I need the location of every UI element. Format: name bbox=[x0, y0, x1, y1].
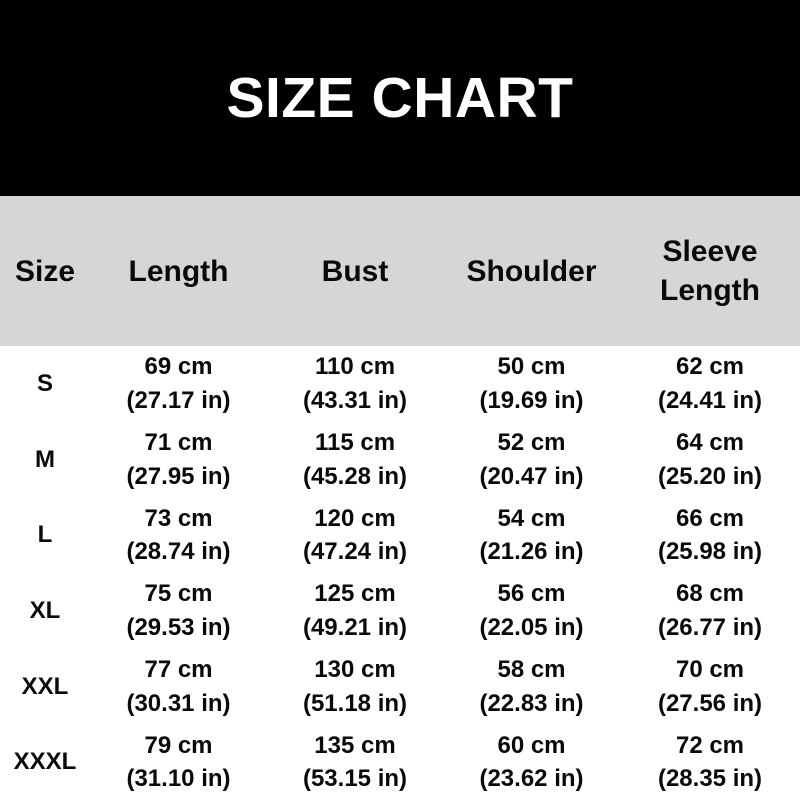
cm-value: 54 cm bbox=[497, 504, 566, 532]
sleeve-length-cell bbox=[620, 426, 800, 493]
in-value: (25.20 in) bbox=[657, 462, 763, 490]
cm-value: 69 cm bbox=[144, 353, 213, 381]
in-value: (30.31 in) bbox=[126, 689, 231, 717]
length-cell bbox=[90, 502, 267, 569]
cm-value: 66 cm bbox=[675, 504, 745, 532]
length-cell bbox=[90, 350, 267, 417]
cm-value: 58 cm bbox=[497, 655, 566, 683]
cm-value: 73 cm bbox=[144, 504, 213, 532]
in-value: (45.28 in) bbox=[302, 462, 408, 490]
sleeve-length-cell bbox=[620, 729, 800, 796]
cm-value: 68 cm bbox=[675, 580, 745, 608]
in-value: (27.95 in) bbox=[126, 462, 231, 490]
column-header-bust: Bust bbox=[321, 254, 389, 288]
cm-value: 77 cm bbox=[144, 655, 213, 683]
sleeve-length-cell bbox=[620, 350, 800, 417]
in-value: (31.10 in) bbox=[126, 765, 231, 793]
shoulder-cell bbox=[443, 502, 620, 569]
cm-value: 135 cm bbox=[314, 731, 396, 759]
column-header-length: Length bbox=[128, 254, 229, 288]
sleeve-length-cell bbox=[620, 577, 800, 644]
in-value: (19.69 in) bbox=[479, 386, 584, 414]
cm-value: 72 cm bbox=[675, 731, 745, 759]
in-value: (22.83 in) bbox=[479, 689, 584, 717]
column-header-shoulder: Shoulder bbox=[466, 254, 597, 288]
cm-value: 71 cm bbox=[144, 428, 213, 456]
bust-cell bbox=[267, 653, 443, 720]
length-cell bbox=[90, 653, 267, 720]
column-header-size: Size bbox=[14, 254, 76, 288]
in-value: (49.21 in) bbox=[302, 613, 408, 641]
size-label: XXL bbox=[21, 672, 69, 700]
length-cell bbox=[90, 426, 267, 493]
cm-value: 70 cm bbox=[675, 655, 745, 683]
in-value: (24.41 in) bbox=[657, 386, 763, 414]
shoulder-cell bbox=[443, 653, 620, 720]
cm-value: 64 cm bbox=[675, 428, 745, 456]
in-value: (27.17 in) bbox=[126, 386, 231, 414]
shoulder-cell bbox=[443, 577, 620, 644]
table-row-m bbox=[0, 422, 800, 498]
in-value: (29.53 in) bbox=[126, 613, 231, 641]
cm-value: 56 cm bbox=[497, 580, 566, 608]
cm-value: 115 cm bbox=[314, 428, 396, 456]
cm-value: 110 cm bbox=[314, 353, 396, 381]
length-cell bbox=[90, 577, 267, 644]
in-value: (43.31 in) bbox=[302, 386, 408, 414]
shoulder-cell bbox=[443, 729, 620, 796]
cm-value: 50 cm bbox=[497, 353, 566, 381]
table-row-xxxl bbox=[0, 724, 800, 800]
table-row-xl bbox=[0, 573, 800, 649]
sleeve-length-cell bbox=[620, 653, 800, 720]
table-body bbox=[0, 346, 800, 800]
in-value: (28.35 in) bbox=[657, 765, 763, 793]
shoulder-cell bbox=[443, 426, 620, 493]
column-header-sleeve-length: Sleeve Length bbox=[660, 235, 760, 307]
in-value: (20.47 in) bbox=[479, 462, 584, 490]
in-value: (27.56 in) bbox=[657, 689, 763, 717]
in-value: (51.18 in) bbox=[302, 689, 408, 717]
cm-value: 79 cm bbox=[144, 731, 213, 759]
cm-value: 125 cm bbox=[314, 580, 396, 608]
sleeve-length-cell bbox=[620, 502, 800, 569]
size-label: XL bbox=[29, 596, 61, 624]
in-value: (23.62 in) bbox=[479, 765, 584, 793]
bust-cell bbox=[267, 426, 443, 493]
length-cell bbox=[90, 729, 267, 796]
cm-value: 52 cm bbox=[497, 428, 566, 456]
in-value: (26.77 in) bbox=[657, 613, 763, 641]
table-row-s bbox=[0, 346, 800, 422]
size-label: XXXL bbox=[13, 748, 77, 776]
size-label: M bbox=[35, 445, 55, 473]
bust-cell bbox=[267, 350, 443, 417]
in-value: (53.15 in) bbox=[302, 765, 408, 793]
in-value: (25.98 in) bbox=[657, 538, 763, 566]
bust-cell bbox=[267, 502, 443, 569]
table-row-xxl bbox=[0, 649, 800, 725]
size-label: L bbox=[37, 521, 53, 549]
cm-value: 120 cm bbox=[314, 504, 396, 532]
table-header-row bbox=[0, 196, 800, 346]
cm-value: 75 cm bbox=[144, 580, 213, 608]
in-value: (28.74 in) bbox=[126, 538, 231, 566]
in-value: (22.05 in) bbox=[479, 613, 584, 641]
size-label: S bbox=[36, 369, 53, 397]
page-title: SIZE CHART bbox=[226, 66, 574, 130]
cm-value: 130 cm bbox=[314, 655, 396, 683]
table-row-l bbox=[0, 497, 800, 573]
shoulder-cell bbox=[443, 350, 620, 417]
in-value: (47.24 in) bbox=[302, 538, 408, 566]
bust-cell bbox=[267, 729, 443, 796]
bust-cell bbox=[267, 577, 443, 644]
cm-value: 62 cm bbox=[675, 353, 745, 381]
cm-value: 60 cm bbox=[497, 731, 566, 759]
title-banner bbox=[0, 0, 800, 196]
in-value: (21.26 in) bbox=[479, 538, 584, 566]
